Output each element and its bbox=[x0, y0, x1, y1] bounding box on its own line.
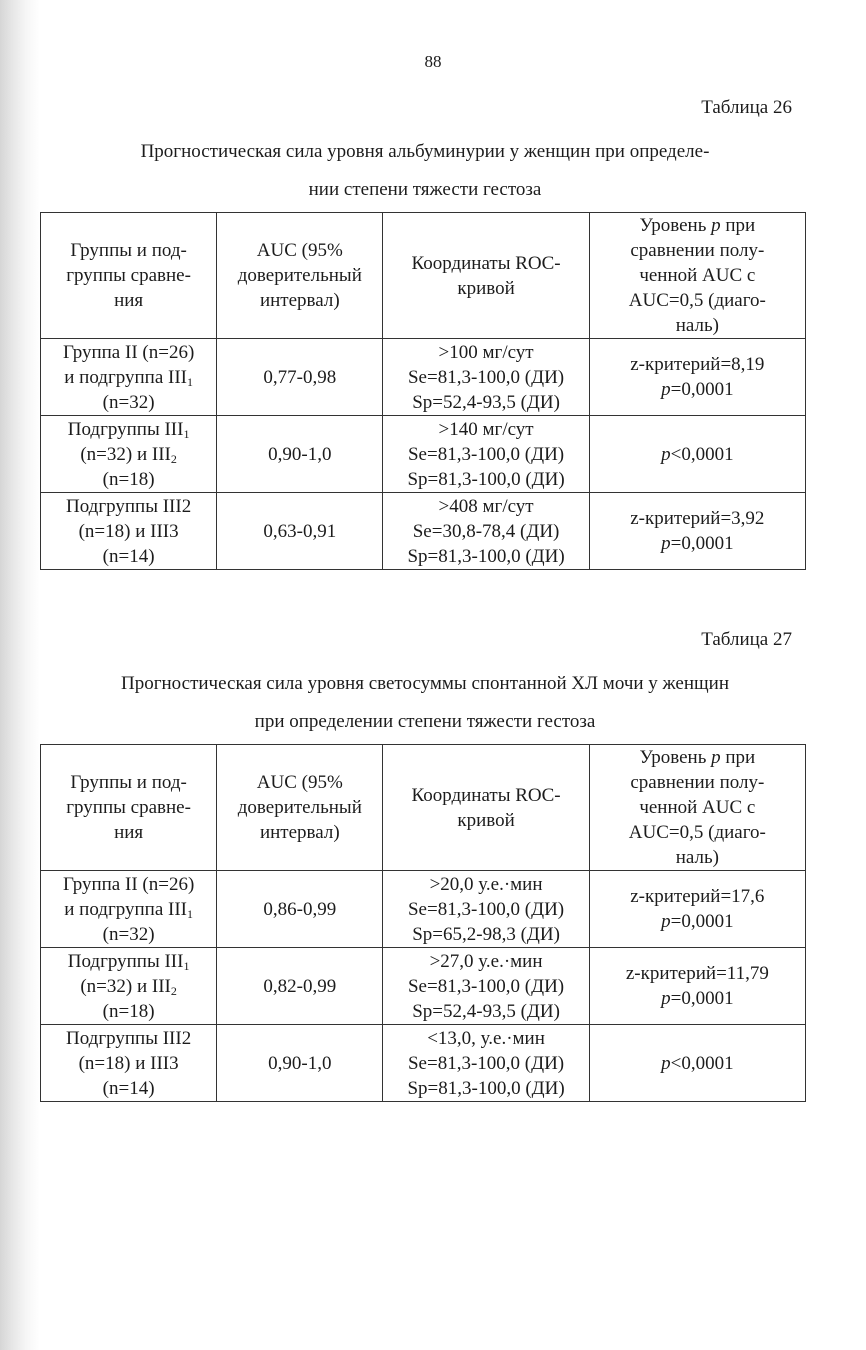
cell-group: Группа II (n=26) и подгруппа $III_1$ (n=32) bbox=[41, 871, 217, 948]
cell-group: Подгруппы III2 (n=18) и III3 (n=14) bbox=[41, 1025, 217, 1102]
header-auc: AUC (95% доверительный интервал) bbox=[217, 213, 383, 339]
cell-auc: 0,82-0,99 bbox=[217, 948, 383, 1025]
cell-roc: >100 мг/сут Se=81,3-100,0 (ДИ) Sp=52,4-93,5 (ДИ) bbox=[383, 339, 589, 416]
table-row bbox=[41, 493, 806, 570]
cell-auc: 0,77-0,98 bbox=[217, 339, 383, 416]
cell-p: p<0,0001 bbox=[589, 416, 805, 493]
cell-roc: >20,0 у.е.·мин Se=81,3-100,0 (ДИ) Sp=65,2-98,3 (ДИ) bbox=[383, 871, 589, 948]
table-27-title bbox=[40, 665, 810, 741]
table-26 bbox=[40, 212, 806, 570]
cell-group: Подгруппы $III_1$ (n=32) и $III_2$ (n=18) bbox=[41, 416, 217, 493]
cell-roc: <13,0, у.е.·мин Se=81,3-100,0 (ДИ) Sp=81,3-100,0 (ДИ) bbox=[383, 1025, 589, 1102]
table-row bbox=[41, 871, 806, 948]
cell-auc: 0,86-0,99 bbox=[217, 871, 383, 948]
cell-p: p<0,0001 bbox=[589, 1025, 805, 1102]
header-groups: Группы и под- группы сравне- ния bbox=[41, 213, 217, 339]
table-26-label: Таблица 26 bbox=[701, 97, 792, 118]
cell-roc: >27,0 у.е.·мин Se=81,3-100,0 (ДИ) Sp=52,4-93,5 (ДИ) bbox=[383, 948, 589, 1025]
cell-roc: >408 мг/сут Se=30,8-78,4 (ДИ) Sp=81,3-100,0 (ДИ) bbox=[383, 493, 589, 570]
title-line: нии степени тяжести гестоза bbox=[308, 179, 542, 200]
page-number: 88 bbox=[424, 52, 442, 71]
header-p-line: Уровень p при bbox=[639, 747, 756, 768]
title-line: при определении степени тяжести гестоза bbox=[254, 711, 596, 732]
header-row bbox=[41, 745, 806, 871]
cell-auc: 0,90-1,0 bbox=[217, 416, 383, 493]
header-groups: Группы и под- группы сравне- ния bbox=[41, 745, 217, 871]
table-27-label: Таблица 27 bbox=[701, 629, 792, 650]
table-row bbox=[41, 948, 806, 1025]
title-line: Прогностическая сила уровня светосуммы спонтанной ХЛ мочи у женщин bbox=[120, 673, 729, 694]
cell-group: Подгруппы $III_1$ (n=32) и $III_2$ (n=18) bbox=[41, 948, 217, 1025]
cell-p: z-критерий=17,6 p=0,0001 bbox=[589, 871, 805, 948]
table-27 bbox=[40, 744, 806, 1102]
header-p-level: Уровень p при сравнении полу- ченной AUC с AUC=0,5 (диаго- наль) bbox=[589, 745, 805, 871]
cell-auc: 0,90-1,0 bbox=[217, 1025, 383, 1102]
cell-group: Группа II (n=26) и подгруппа $III_1$ (n=32) bbox=[41, 339, 217, 416]
table-row bbox=[41, 1025, 806, 1102]
header-roc: Координаты ROC- кривой bbox=[383, 213, 589, 339]
cell-auc: 0,63-0,91 bbox=[217, 493, 383, 570]
title-line: Прогностическая сила уровня альбуминурии у женщин при определе- bbox=[140, 141, 710, 162]
header-roc: Координаты ROC- кривой bbox=[383, 745, 589, 871]
table-26-title bbox=[40, 133, 810, 209]
table-row bbox=[41, 416, 806, 493]
header-row bbox=[41, 213, 806, 339]
header-p-level: Уровень p при сравнении полу- ченной AUC с AUC=0,5 (диаго- наль) bbox=[589, 213, 805, 339]
scan-edge-shadow bbox=[0, 0, 40, 1350]
header-auc: AUC (95% доверительный интервал) bbox=[217, 745, 383, 871]
header-p-line: Уровень p при bbox=[639, 215, 756, 236]
table-row bbox=[41, 339, 806, 416]
cell-p: z-критерий=3,92 p=0,0001 bbox=[589, 493, 805, 570]
cell-p: z-критерий=8,19 p=0,0001 bbox=[589, 339, 805, 416]
cell-roc: >140 мг/сут Se=81,3-100,0 (ДИ) Sp=81,3-100,0 (ДИ) bbox=[383, 416, 589, 493]
cell-group: Подгруппы III2 (n=18) и III3 (n=14) bbox=[41, 493, 217, 570]
cell-p: z-критерий=11,79 p=0,0001 bbox=[589, 948, 805, 1025]
